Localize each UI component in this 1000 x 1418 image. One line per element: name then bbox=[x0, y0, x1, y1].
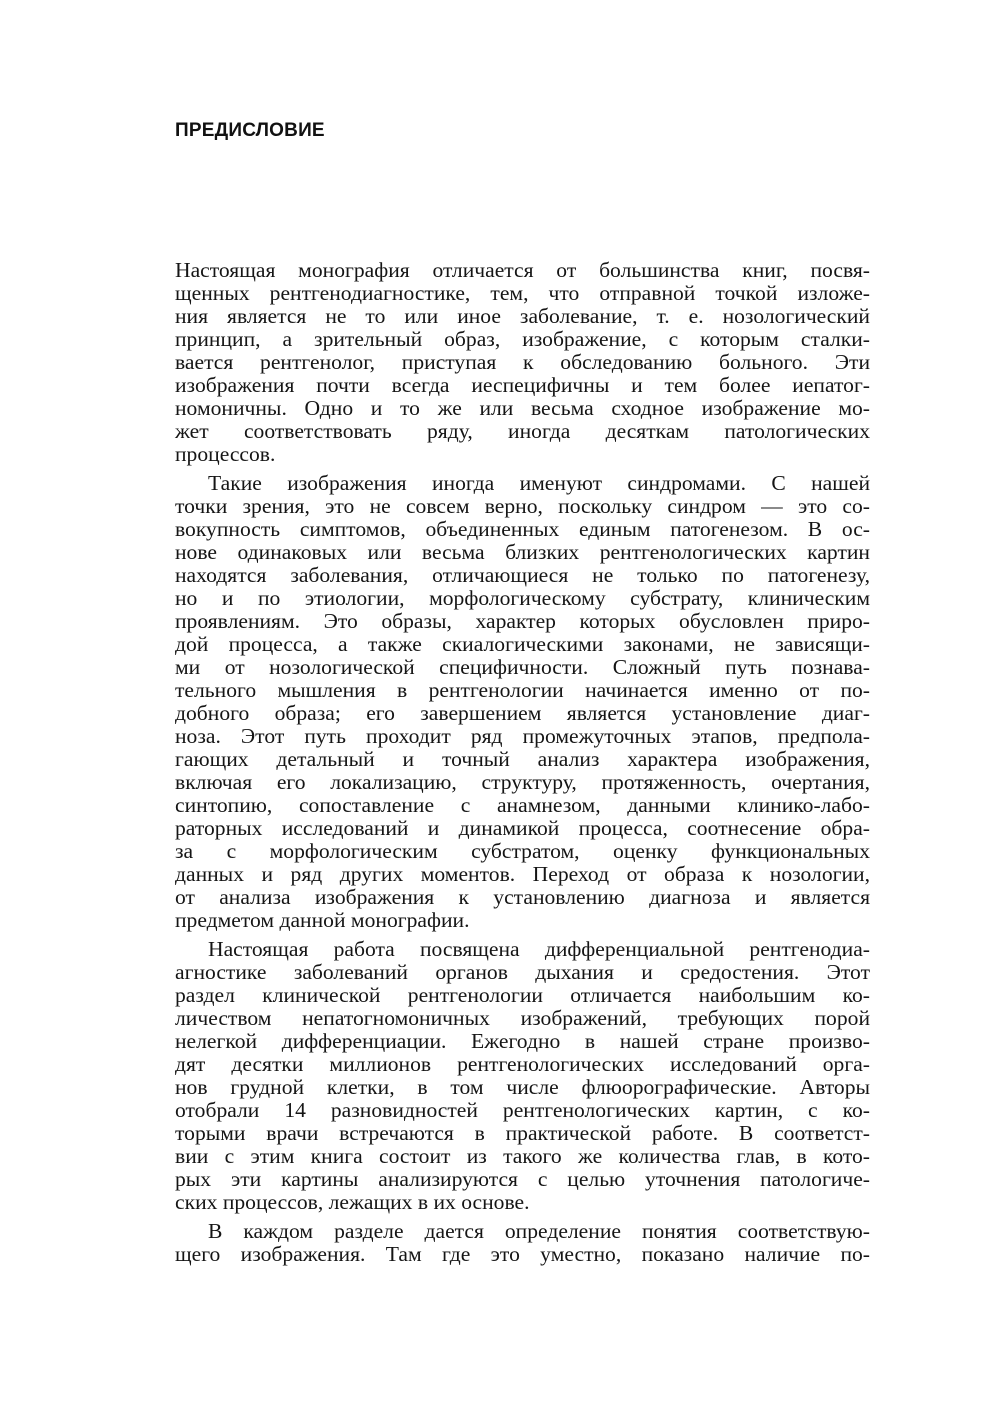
text-line: агностике заболеваний органов дыхания и средостения. Этот bbox=[175, 960, 870, 984]
text-line: тельного мышления в рентгенологии начинается именно от по- bbox=[175, 678, 870, 702]
text-line: изображения почти всегда иеспецифичны и тем более иепатог- bbox=[175, 373, 870, 397]
text-line: предметом данной монографии. bbox=[175, 908, 470, 932]
text-line: щего изображения. Там где это уместно, показано наличие по- bbox=[175, 1242, 870, 1266]
text-line: нов грудной клетки, в том числе флюорографические. Авторы bbox=[175, 1075, 870, 1099]
text-line: отобрали 14 разновидностей рентгенологических картин, с ко- bbox=[175, 1098, 870, 1122]
text-line: жет соответствовать ряду, иногда десяткам патологических bbox=[175, 419, 870, 443]
text-line: рых эти картины анализируются с целью уточнения патологиче- bbox=[175, 1167, 870, 1191]
text-line: данных и ряд других моментов. Переход от образа к нозологии, bbox=[175, 862, 870, 886]
page-title: ПРЕДИСЛОВИЕ bbox=[175, 120, 325, 141]
text-line: точки зрения, это не совсем верно, поскольку синдром — это со- bbox=[175, 494, 870, 518]
text-line: дят десятки миллионов рентгенологических исследований орга- bbox=[175, 1052, 870, 1076]
text-line: щенных рентгенодиагностике, тем, что отправной точкой изложе- bbox=[175, 281, 870, 305]
text-line: личеством непатогномоничных изображений, требующих порой bbox=[175, 1006, 870, 1030]
text-line: вается рентгенолог, приступая к обследованию больного. Эти bbox=[175, 350, 870, 374]
text-line: от анализа изображения к установлению диагноза и является bbox=[175, 885, 870, 909]
text-line: ми от нозологической специфичности. Сложный путь познава- bbox=[175, 655, 870, 679]
text-line: синтопию, сопоставление с анамнезом, данными клинико-лабо- bbox=[175, 793, 870, 817]
text-line: проявлениям. Это образы, характер которых обусловлен приро- bbox=[175, 609, 870, 633]
text-line: за с морфологическим субстратом, оценку функциональных bbox=[175, 839, 870, 863]
body-text bbox=[175, 259, 870, 1272]
text-line: добного образа; его завершением является установление диаг- bbox=[175, 701, 870, 725]
text-line: В каждом разделе дается определение понятия соответствую- bbox=[208, 1219, 870, 1243]
text-line: раздел клинической рентгенологии отличается наибольшим ко- bbox=[175, 983, 870, 1007]
text-line: вии с этим книга состоит из такого же количества глав, в кото- bbox=[175, 1144, 870, 1168]
text-line: принцип, а зрительный образ, изображение, с которым сталки- bbox=[175, 327, 870, 351]
text-line: Настоящая монография отличается от большинства книг, посвя- bbox=[175, 258, 870, 282]
text-line: нелегкой дифференциации. Ежегодно в нашей стране произво- bbox=[175, 1029, 870, 1053]
text-line: дой процесса, а также скиалогическими законами, не зависящи- bbox=[175, 632, 870, 656]
text-line: ноза. Этот путь проходит ряд промежуточных этапов, предпола- bbox=[175, 724, 870, 748]
text-line: Такие изображения иногда именуют синдромами. С нашей bbox=[208, 471, 870, 495]
text-line: включая его локализацию, структуру, протяженность, очертания, bbox=[175, 770, 870, 794]
paragraph-4 bbox=[175, 1220, 870, 1266]
text-line: ских процессов, лежащих в их основе. bbox=[175, 1190, 530, 1214]
text-line: процессов. bbox=[175, 442, 276, 466]
text-line: номоничны. Одно и то же или весьма сходное изображение мо- bbox=[175, 396, 870, 420]
text-line: нове одинаковых или весьма близких рентгенологических картин bbox=[175, 540, 870, 564]
paragraph-2 bbox=[175, 472, 870, 932]
text-line: торыми врачи встречаются в практической работе. В соответст- bbox=[175, 1121, 870, 1145]
paragraph-3 bbox=[175, 938, 870, 1214]
text-line: ния является не то или иное заболевание, т. е. нозологический bbox=[175, 304, 870, 328]
text-line: вокупность симптомов, объединенных единым патогенезом. В ос- bbox=[175, 517, 870, 541]
text-line: но и по этиологии, морфологическому субстрату, клиническим bbox=[175, 586, 870, 610]
paragraph-1 bbox=[175, 259, 870, 466]
text-line: гающих детальный и точный анализ характера изображения, bbox=[175, 747, 870, 771]
text-line: находятся заболевания, отличающиеся не только по патогенезу, bbox=[175, 563, 870, 587]
text-line: Настоящая работа посвящена дифференциальной рентгенодиа- bbox=[208, 937, 870, 961]
text-line: раторных исследований и динамикой процесса, соотнесение обра- bbox=[175, 816, 870, 840]
